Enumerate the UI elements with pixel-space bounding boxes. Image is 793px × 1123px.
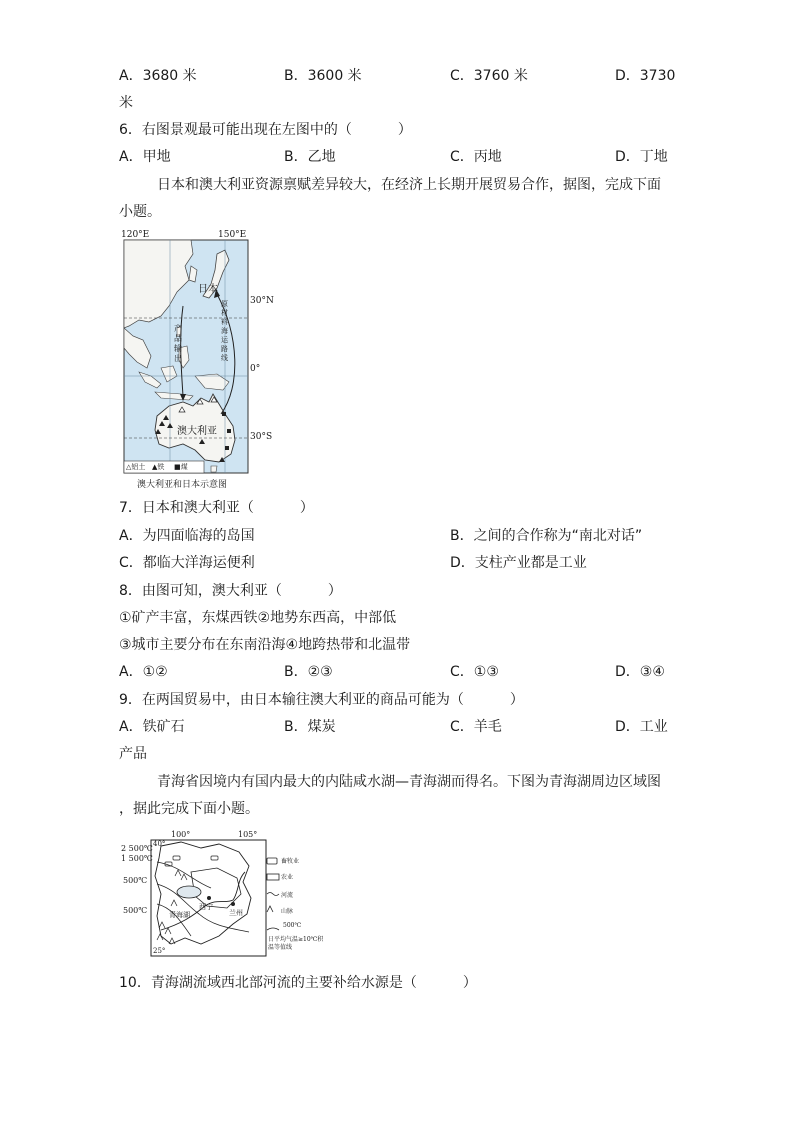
intro1-line2: 小题。 — [119, 204, 161, 220]
legend-isotherm: 日平均气温≥10℃积温等值线 — [268, 936, 324, 951]
q8-close: ） — [327, 583, 342, 599]
q7-option-d: D．支柱产业都是工业 — [450, 555, 587, 571]
legend-coal: ■煤 — [174, 463, 188, 471]
lon-120e: 120°E — [121, 230, 150, 240]
label-product-export: 产品输出 — [174, 324, 182, 363]
lat-equator: 0° — [250, 364, 261, 374]
q7-option-a: A．为四面临海的岛国 — [119, 528, 255, 544]
q8-option-d: D．③④ — [615, 664, 665, 680]
q8-stem-text: 8．由图可知，澳大利亚（ — [119, 583, 282, 599]
map1-svg — [121, 236, 251, 490]
lat-30s: 30°S — [250, 432, 273, 442]
label-qinghai-lake: 青海湖 — [169, 911, 190, 919]
q7-option-b: B．之间的合作称为“南北对话” — [450, 528, 643, 544]
xining-dot — [207, 896, 211, 900]
q6-options — [119, 147, 679, 167]
lat-25: 25° — [153, 947, 166, 955]
isotherm-label-1500: 1 500℃ — [121, 854, 153, 863]
intro1-line1: 日本和澳大利亚资源禀赋差异较大，在经济上长期开展贸易合作，据图，完成下面 — [157, 177, 661, 193]
lon-150e: 150°E — [218, 230, 247, 240]
lat-30n: 30°N — [250, 296, 274, 306]
q9-wrap: 产品 — [119, 746, 147, 762]
label-australia: 澳大利亚 — [177, 426, 217, 437]
q10-stem-text: 10．青海湖流域西北部河流的主要补给水源是（ — [119, 975, 417, 991]
lanzhou-dot — [231, 902, 235, 906]
q9-stem-text: 9．在两国贸易中，由日本输往澳大利亚的商品可能为（ — [119, 692, 464, 708]
q10-close: ） — [462, 975, 477, 991]
q8-option-b: B．②③ — [284, 664, 333, 680]
q8-option-a: A．①② — [119, 664, 168, 680]
q8-option-c: C．①③ — [450, 664, 499, 680]
q10-stem — [119, 973, 477, 993]
intro2-line2: ，据此完成下面小题。 — [119, 801, 259, 817]
q6-option-b: B．乙地 — [284, 149, 336, 165]
q8-options — [119, 662, 679, 682]
q9-option-b: B．煤炭 — [284, 719, 336, 735]
q6-option-a: A．甲地 — [119, 149, 171, 165]
australia-japan-map — [121, 230, 274, 490]
legend-isotherm-value: 500℃ — [283, 922, 302, 929]
legend-agri: 农业 — [281, 874, 294, 881]
q7-stem-text: 7．日本和澳大利亚（ — [119, 500, 254, 516]
q7-close: ） — [299, 500, 314, 516]
q8-stem — [119, 581, 342, 601]
legend-bauxite: △铝土 — [126, 463, 146, 471]
q6-option-d: D．丁地 — [615, 149, 668, 165]
q9-option-a: A．铁矿石 — [119, 719, 185, 735]
legend-river: 河流 — [281, 892, 294, 899]
q5-wrap: 米 — [119, 95, 133, 111]
legend-livestock: 畜牧业 — [281, 858, 300, 865]
isotherm-label-2500: 2 500℃ — [121, 844, 153, 853]
label-japan: 日本 — [198, 284, 218, 295]
q9-option-c: C．羊毛 — [450, 719, 502, 735]
q8-statement-line2: ③城市主要分布在东南沿海④地跨热带和北温带 — [119, 637, 411, 653]
label-lanzhou: 兰州 — [229, 909, 243, 917]
lon-100: 100° — [171, 830, 191, 839]
q6-close: ） — [397, 122, 412, 138]
isotherm-label-500a: 500℃ — [123, 876, 148, 885]
q9-close: ） — [509, 692, 524, 708]
q6-option-c: C．丙地 — [450, 149, 502, 165]
q5-option-b: B．3600 米 — [284, 68, 362, 84]
q5-options — [119, 66, 679, 86]
q9-option-d: D．工业 — [615, 719, 668, 735]
label-raw-material-route: 原材料海运路线 — [221, 300, 228, 362]
q6-stem-text: 6．右图景观最可能出现在左图中的（ — [119, 122, 352, 138]
qinghai-lake-map — [121, 832, 331, 960]
isotherm-label-500b: 500℃ — [123, 906, 148, 915]
label-xining: 西宁 — [199, 903, 213, 911]
map1-caption: 澳大利亚和日本示意图 — [137, 480, 228, 490]
q5-option-c: C．3760 米 — [450, 68, 528, 84]
qinghai-lake — [177, 886, 201, 898]
legend-mountain: 山脉 — [281, 908, 294, 915]
q6-stem — [119, 120, 412, 140]
lon-105: 105° — [238, 830, 258, 839]
q7-option-c: C．都临大洋海运便利 — [119, 555, 255, 571]
q5-option-d: D．3730 — [615, 68, 676, 84]
q8-statement-line1: ①矿产丰富，东煤西铁②地势东西高，中部低 — [119, 610, 397, 626]
q7-stem — [119, 498, 314, 518]
intro2-line1: 青海省因境内有国内最大的内陆咸水湖—青海湖而得名。下图为青海湖周边区域图 — [157, 774, 661, 790]
lat-40: 40° — [153, 840, 166, 848]
q9-stem — [119, 690, 524, 710]
q5-option-a: A．3680 米 — [119, 68, 197, 84]
legend-iron: ▲铁 — [152, 463, 165, 471]
q9-options — [119, 717, 679, 737]
